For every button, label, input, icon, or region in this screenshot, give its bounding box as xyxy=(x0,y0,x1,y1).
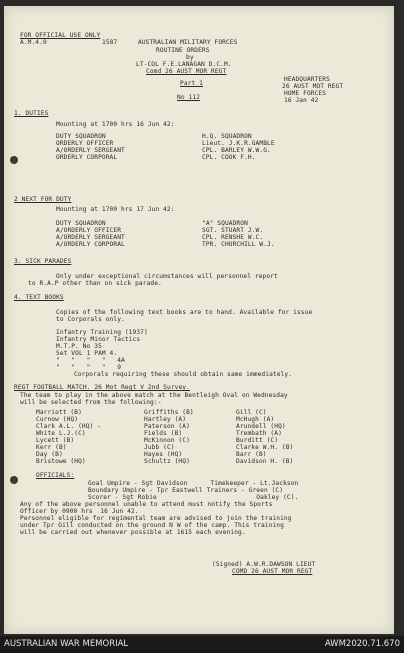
player-name: McKinnon (C) xyxy=(144,437,190,444)
player-name: Barr (B) xyxy=(236,451,267,458)
duty-assignee: CPL. RENSHE W.C. xyxy=(202,234,264,241)
duty-role: DUTY SQUADRON xyxy=(56,220,106,227)
player-name: McHugh (A) xyxy=(236,416,275,423)
duty-role: ORDERLY OFFICER xyxy=(56,140,114,147)
section-duties-mount: Mounting at 1700 hrs 16 Jun 42: xyxy=(56,121,175,128)
section-text-books-title: 4. TEXT BOOKS xyxy=(14,294,64,301)
player-name: Day (B) xyxy=(36,451,63,458)
book-item: Set VOL 1 PAM 4. xyxy=(56,350,118,357)
player-name: Schultz (HQ) xyxy=(144,458,190,465)
form-code: A.M.4.0 xyxy=(20,39,47,46)
section-sick-parades-text: Only under exceptional circumstances will personnel report xyxy=(56,273,278,280)
player-name: Curnow (HQ) xyxy=(36,416,79,423)
player-name: Burditt (C) xyxy=(236,437,279,444)
title-line-2: ROUTINE ORDERS xyxy=(156,47,210,54)
title-line-3: by xyxy=(186,54,194,61)
hq-line-3: HOME FORCES xyxy=(284,90,327,97)
player-name: Lycett (B) xyxy=(36,437,75,444)
player-name: Hayes (HQ) xyxy=(144,451,183,458)
section-football-title: REGT FOOTBALL MATCH. 26 Mot Regt V 2nd Survey. xyxy=(14,384,190,391)
section-sick-parades-text: to R.A.P other than on sick parade. xyxy=(28,280,162,287)
player-name: Hartley (A) xyxy=(144,416,187,423)
duty-role: A/ORDERLY CORPORAL xyxy=(56,241,125,248)
section-text-books-text: Corporals requiring these should obtain same immediately. xyxy=(74,371,293,378)
closing-text: Officer by 0900 hrs 16 Jun 42. xyxy=(20,508,139,515)
section-text-books-text: to Corporals only. xyxy=(56,316,125,323)
player-name: Paterson (A) xyxy=(144,423,190,430)
player-name: Gill (C) xyxy=(236,409,267,416)
officials-line: Scorer - Sgt Robie Oakley (C). xyxy=(88,494,299,501)
title-line-1: AUSTRALIAN MILITARY FORCES xyxy=(138,39,238,46)
duty-assignee: CPL. COOK F.H. xyxy=(202,154,256,161)
duty-assignee: SGT. STUART J.W. xyxy=(202,227,264,234)
section-next-duty-title: 2 NEXT FOR DUTY xyxy=(14,196,72,203)
closing-text: Personnel eligible for regimental team are advised to join the training xyxy=(20,515,292,522)
section-football-text: will be selected from the following:- xyxy=(20,399,162,406)
document-page xyxy=(4,6,394,634)
player-name: Kerr (B) xyxy=(36,444,67,451)
officials-title: OFFICIALS: xyxy=(36,472,75,479)
book-item: " " " " 4A xyxy=(56,357,125,364)
player-name: Trembath (A) xyxy=(236,430,282,437)
book-item: Infantry Training (1937) xyxy=(56,329,148,336)
closing-text: will be carried out whenever possible at 1615 each evening. xyxy=(20,529,246,536)
duty-role: A/ORDERLY OFFICER xyxy=(56,227,122,234)
duty-assignee: TPR. CHURCHILL W.J. xyxy=(202,241,275,248)
hq-line-2: 26 AUST MOT REGT xyxy=(282,83,344,90)
classification-header: FOR OFFICIAL USE ONLY xyxy=(20,32,101,39)
officials-line: Boundary Umpire - Tpr Eastwell Trainers - Green (C) xyxy=(88,487,284,494)
officials-line: Goal Umpire - Sgt Davidson Timekeeper - Lt.Jackson xyxy=(88,480,299,487)
title-line-5: Comd 26 AUST MOR REGT xyxy=(146,68,227,75)
duty-assignee: CPL. BARLEY W.W.G. xyxy=(202,147,271,154)
duty-role: A/ORDERLY SERGEANT xyxy=(56,234,125,241)
footer-accession-number: AWM2020.71.670 xyxy=(324,639,400,649)
player-name: Clarke W.H. (B) xyxy=(236,444,294,451)
player-name: Griffiths (B) xyxy=(144,409,194,416)
order-number: No 112 xyxy=(177,94,200,101)
player-name: Marriott (B) xyxy=(36,409,82,416)
part-label: Part 1 xyxy=(180,80,203,87)
player-name: Jubb (C) xyxy=(144,444,175,451)
section-text-books-text: Copies of the following text books are to hand. Available for issue xyxy=(56,309,313,316)
player-name: Arundell (HQ) xyxy=(236,423,286,430)
title-line-4: LT-COL F.E.LANAGAN D.C.M. xyxy=(136,61,232,68)
duty-assignee: "A" SQUADRON xyxy=(202,220,248,227)
player-name: Davidson H. (B) xyxy=(236,458,294,465)
signature-title: COMD 26 AUST MOR REGT xyxy=(232,568,313,575)
book-item: " " " " 9 xyxy=(56,364,122,371)
section-football-text: The team to play in the above match at the Bentleigh Oval on Wednesday xyxy=(20,392,288,399)
punch-hole xyxy=(10,476,18,484)
player-name: Clark A.L. (HQ) - xyxy=(36,423,102,430)
signature-line: (Signed) A.W.R.DAWSON LIEUT xyxy=(212,561,316,568)
punch-hole xyxy=(10,156,18,164)
book-item: M.T.P. No 35 xyxy=(56,343,102,350)
duty-role: DUTY SQUADRON xyxy=(56,133,106,140)
duty-assignee: Lieut. J.K.R.GAMBLE xyxy=(202,140,275,147)
duty-role: ORDERLY CORPORAL xyxy=(56,154,118,161)
form-number: 1587 xyxy=(102,39,118,46)
player-name: White L.J.(C) xyxy=(36,430,86,437)
duty-role: A/ORDERLY SERGEANT xyxy=(56,147,125,154)
section-duties-title: 1. DUTIES xyxy=(14,110,49,117)
section-sick-parades-title: 3. SICK PARADES xyxy=(14,258,72,265)
hq-line-4: 16 Jan 42 xyxy=(284,97,319,104)
duty-assignee: H.Q. SQUADRON xyxy=(202,133,252,140)
closing-text: Any of the above personnel unable to attend must notify the Sports xyxy=(20,501,273,508)
player-name: Bristowe (HQ) xyxy=(36,458,86,465)
footer-institution: AUSTRALIAN WAR MEMORIAL xyxy=(4,639,129,649)
book-item: Infantry Minor Tactics xyxy=(56,336,141,343)
section-next-duty-mount: Mounting at 1700 hrs 17 Jun 42: xyxy=(56,206,175,213)
archive-footer xyxy=(0,636,404,653)
player-name: Fields (B) xyxy=(144,430,183,437)
hq-line-1: HEADQUARTERS xyxy=(284,76,330,83)
closing-text: under Tpr Gill conducted on the ground N W of the camp. This training xyxy=(20,522,284,529)
